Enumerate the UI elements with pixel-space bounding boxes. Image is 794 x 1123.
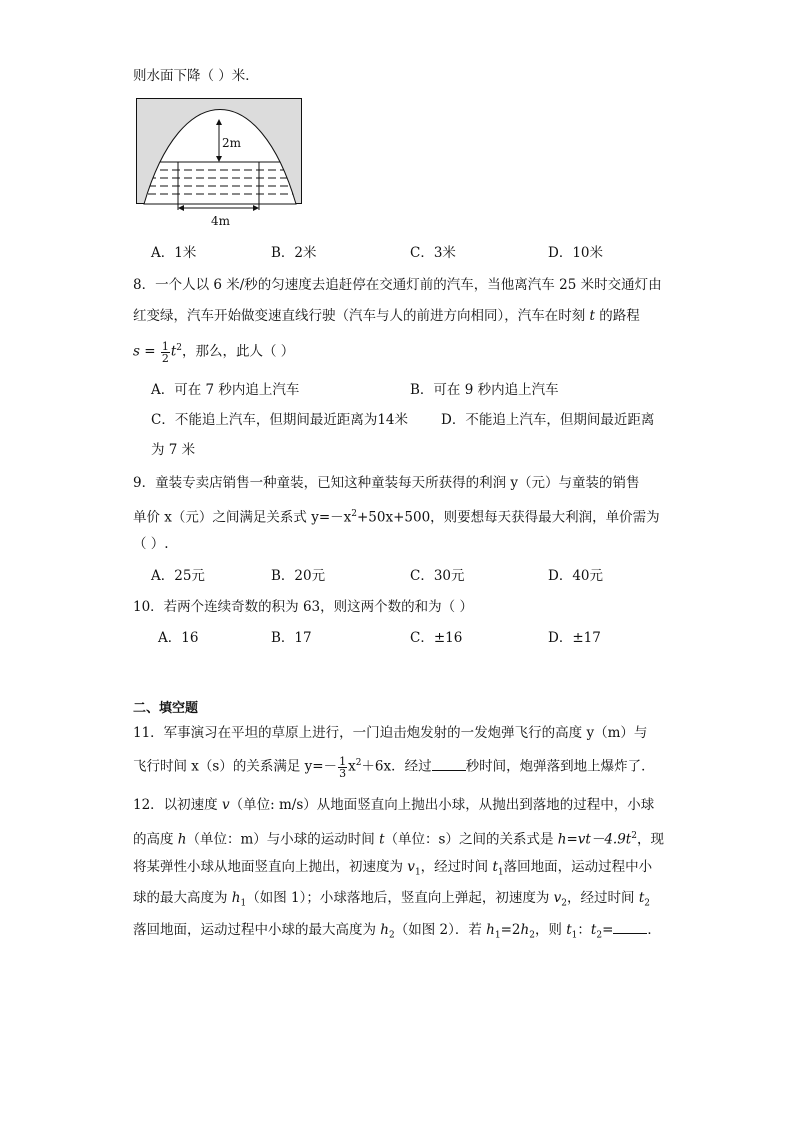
q12-stem-line4: 球的最大高度为 $h_1$（如图 1）；小球落地后，竖直向上弹起，初速度为 $v_2$，经过时间 $t_2$	[133, 890, 650, 909]
section-title-fill-in: 二、填空题	[133, 701, 199, 716]
width-label: 4m	[211, 214, 231, 228]
q11-stem-line1: 11．军事演习在平坦的草原上进行，一门迫击炮发射的一发炮弹飞行的高度 y（m）与	[133, 725, 648, 741]
q8-option-b[interactable]: B．可在 9 秒内追上汽车	[410, 382, 559, 398]
q9-stem-line3: （ ）.	[133, 536, 169, 552]
q12-stem-line1: 12．以初速度 v（单位: m/s）从地面竖直向上抛出小球，从抛出到落地的过程中，小球	[133, 797, 655, 813]
q7-option-d[interactable]: D．10米	[548, 245, 604, 261]
q8-stem-line1: 8．一个人以 6 米/秒的匀速度去追赶停在交通灯前的汽车，当他离汽车 25 米时交通灯由	[133, 277, 662, 293]
q9-option-a[interactable]: A．25元	[151, 568, 205, 584]
q9-stem-line2: 单价 x（元）之间满足关系式 $y=-x^2+50x+500$，则要想每天获得最大利润，单价需为	[133, 509, 660, 526]
q9-option-d[interactable]: D．40元	[548, 568, 604, 584]
q8-option-a[interactable]: A．可在 7 秒内追上汽车	[151, 382, 300, 398]
height-label: 2m	[222, 136, 242, 150]
q7-option-c[interactable]: C．3米	[410, 245, 456, 261]
q8-stem-line2: 红变绿，汽车开始做变速直线行驶（汽车与人的前进方向相同），汽车在时刻 t 的路程	[133, 308, 640, 324]
q9-option-c[interactable]: C．30元	[410, 568, 465, 584]
q11-stem-line2: 飞行时间 x（s）的关系满足 y=－ $\frac{1}{3}$ $x^2+6x$．经过 秒时间，炮弹落到地上爆炸了．	[133, 754, 655, 780]
q10-option-a[interactable]: A．16	[158, 630, 199, 646]
q8-formula-line: s = $\frac{1}{2}$ $t^2$，那么，此人（ ）	[133, 339, 295, 365]
q10-stem: 10．若两个连续奇数的积为 63，则这两个数的和为（ ）	[133, 599, 473, 615]
q7-parabola-figure	[136, 98, 304, 228]
q10-option-c[interactable]: C．±16	[410, 630, 463, 646]
q8-option-d[interactable]: D．不能追上汽车，但期间最近距离	[441, 412, 655, 428]
q8-option-c[interactable]: C．不能追上汽车，但期间最近距离为14米	[151, 412, 409, 428]
q8-option-d-continued: 为 7 米	[151, 442, 196, 458]
q7-option-b[interactable]: B．2米	[271, 245, 317, 261]
q7-option-a[interactable]: A．1米	[151, 245, 197, 261]
q10-option-b[interactable]: B．17	[271, 630, 312, 646]
q11-answer-blank[interactable]	[432, 757, 466, 771]
q12-stem-line5: 落回地面，运动过程中小球的最大高度为 $h_2$（如图 2）．若 $h_1=2h_2$，则 $t_1$：$t_2=$ ．	[133, 922, 661, 941]
q9-stem-line1: 9．童装专卖店销售一种童装，已知这种童装每天所获得的利润 y（元）与童装的销售	[133, 475, 640, 491]
q12-answer-blank[interactable]	[613, 920, 647, 934]
q10-option-d[interactable]: D．±17	[548, 630, 601, 646]
q7-stem-tail: 则水面下降（ ）米．	[133, 68, 259, 84]
q9-option-b[interactable]: B．20元	[271, 568, 326, 584]
q12-stem-line2: 的高度 h（单位：m）与小球的运动时间 t（单位：s）之间的关系式是 $h=vt-4.9t^2$，现	[133, 831, 664, 848]
q12-stem-line3: 将某弹性小球从地面竖直向上抛出，初速度为 $v_1$，经过时间 $t_1$落回地面，运动过程中小	[133, 859, 653, 878]
